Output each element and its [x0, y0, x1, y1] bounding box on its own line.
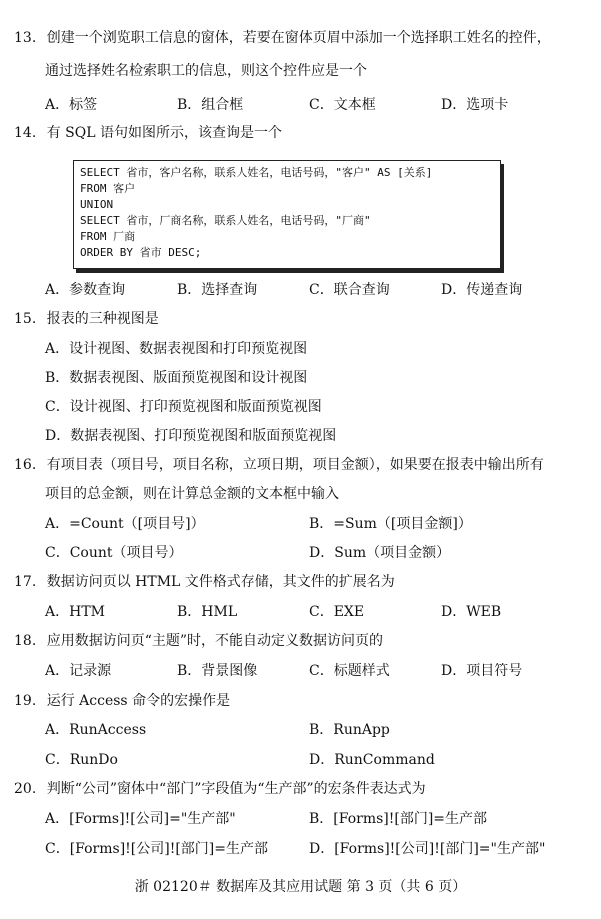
sql-line: UNION [80, 198, 114, 211]
option-d: D．传递查询 [441, 282, 523, 298]
option-b: B．=Sum（[项目金额]） [309, 516, 472, 532]
option-a: A．HTM [45, 604, 105, 620]
option-b: B．数据表视图、版面预览视图和设计视图 [45, 370, 308, 386]
option-b: B．选择查询 [177, 282, 258, 298]
option-a: A．标签 [45, 97, 98, 113]
sql-line: SELECT 省市，厂商名称，联系人姓名，电话号码，"厂商" [80, 214, 371, 227]
page-footer: 浙 02120＃ 数据库及其应用试题 第 3 页（共 6 页） [134, 879, 467, 895]
question-text: 运行 Access 命令的宏操作是 [46, 693, 231, 709]
option-c: C．联合查询 [309, 282, 390, 298]
option-d: D．项目符号 [441, 663, 523, 679]
option-b: B．RunApp [309, 722, 390, 738]
option-a: A．RunAccess [45, 722, 147, 738]
option-a: A．=Count（[项目号]） [45, 516, 205, 532]
question-text-continued: 通过选择姓名检索职工的信息，则这个控件应是一个 [45, 63, 367, 79]
sql-statement-box [73, 160, 501, 269]
option-c: C．EXE [309, 604, 365, 620]
option-c: C．标题样式 [309, 663, 390, 679]
question-20 [14, 780, 426, 798]
question-number: 16. [14, 457, 37, 473]
question-17 [14, 573, 395, 591]
option-a: A．参数查询 [45, 282, 126, 298]
question-number: 19. [14, 693, 37, 709]
sql-line: FROM 厂商 [80, 230, 136, 243]
sql-line: SELECT 省市，客户名称，联系人姓名，电话号码，"客户" AS [关系] [80, 166, 433, 179]
question-text: 创建一个浏览职工信息的窗体，若要在窗体页眉中添加一个选择职工姓名的控件， [46, 30, 551, 46]
option-d: D．选项卡 [441, 97, 509, 113]
option-c: C．文本框 [309, 97, 376, 113]
question-number: 15. [14, 311, 37, 327]
option-d: D．数据表视图、打印预览视图和版面预览视图 [45, 428, 337, 444]
option-d: D．[Forms]![公司]![部门]="生产部" [309, 841, 546, 857]
question-text-continued: 项目的总金额，则在计算总金额的文本框中输入 [45, 486, 339, 502]
option-b: B．组合框 [177, 97, 244, 113]
option-a: A．设计视图、数据表视图和打印预览视图 [45, 341, 308, 357]
option-a: A．[Forms]![公司]="生产部" [45, 811, 236, 827]
question-19 [14, 692, 230, 710]
option-c: C．[Forms]![公司]![部门]=生产部 [45, 841, 268, 857]
question-text: 数据访问页以 HTML 文件格式存储，其文件的扩展名为 [46, 574, 395, 590]
option-b: B．HML [177, 604, 238, 620]
question-number: 13. [14, 30, 37, 46]
option-c: C．RunDo [45, 752, 118, 768]
question-15 [14, 310, 159, 328]
option-b: B．背景图像 [177, 663, 258, 679]
option-c: C．Count（项目号） [45, 545, 183, 561]
question-number: 18. [14, 633, 37, 649]
option-b: B．[Forms]![部门]=生产部 [309, 811, 488, 827]
question-text: 应用数据访问页“主题”时，不能自动定义数据访问页的 [46, 633, 384, 649]
option-d: D．Sum（项目金额） [309, 545, 451, 561]
question-18 [14, 632, 383, 650]
question-text: 有 SQL 语句如图所示，该查询是一个 [46, 125, 282, 141]
question-number: 20. [14, 781, 37, 797]
question-13 [14, 29, 551, 47]
question-number: 14. [14, 125, 37, 141]
question-text: 有项目表（项目号，项目名称，立项日期，项目金额），如果要在报表中输出所有 [46, 457, 544, 473]
question-text: 判断“公司”窗体中“部门”字段值为“生产部”的宏条件表达式为 [46, 781, 426, 797]
question-16 [14, 456, 544, 474]
question-number: 17. [14, 574, 37, 590]
sql-line: ORDER BY 省市 DESC; [80, 246, 202, 259]
question-14 [14, 124, 282, 142]
question-text: 报表的三种视图是 [46, 311, 159, 327]
sql-line: FROM 客户 [80, 182, 136, 195]
option-d: D．WEB [441, 604, 502, 620]
option-a: A．记录源 [45, 663, 112, 679]
option-d: D．RunCommand [309, 752, 435, 768]
option-c: C．设计视图、打印预览视图和版面预览视图 [45, 399, 322, 415]
